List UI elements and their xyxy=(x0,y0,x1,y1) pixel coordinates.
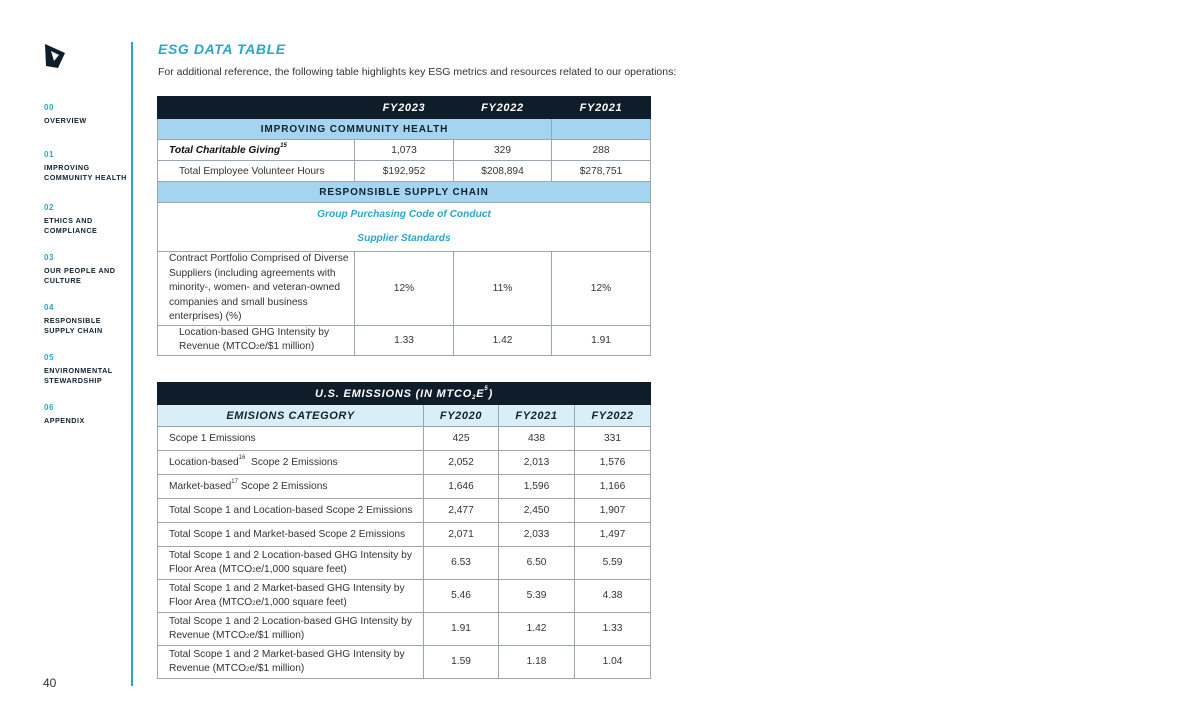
year-header: FY2021 xyxy=(499,405,575,427)
table-row xyxy=(158,499,651,523)
table-cell: 1,646 xyxy=(424,475,499,499)
emissions-title-row xyxy=(158,383,651,405)
subscript: 2 xyxy=(246,667,250,673)
nav-item-ethics-and-compliance[interactable] xyxy=(44,203,129,236)
table-cell: 6.53 xyxy=(424,547,499,580)
table-cell: 2,033 xyxy=(499,523,575,547)
nav-number: 00 xyxy=(44,103,55,112)
row-label xyxy=(158,580,424,613)
nav-item-environmental-stewardship[interactable] xyxy=(44,353,129,386)
table-row xyxy=(158,646,651,679)
label-text: e/1,000 square feet) xyxy=(255,597,347,608)
table-cell: 6.50 xyxy=(499,547,575,580)
nav-item-improving-community-health[interactable] xyxy=(44,150,129,183)
table-cell: 1.42 xyxy=(499,613,575,646)
table-cell: 1.91 xyxy=(424,613,499,646)
section-heading-community-health: IMPROVING COMMUNITY HEALTH xyxy=(158,119,552,140)
label-text: Revenue (MTCO xyxy=(169,630,246,641)
table-cell: 1.33 xyxy=(575,613,651,646)
table-cell: 2,450 xyxy=(499,499,575,523)
subscript: 2 xyxy=(472,394,477,401)
category-header: EMISIONS CATEGORY xyxy=(158,405,424,427)
heading-text: U.S. EMISSIONS (IN MTCO xyxy=(315,387,473,400)
year-header: FY2021 xyxy=(552,97,651,119)
nav-label: IMPROVING COMMUNITY HEALTH xyxy=(44,163,127,182)
year-header: FY2022 xyxy=(454,97,552,119)
row-label: Contract Portfolio Comprised of Diverse Suppliers (including agreements with minority-, women- and veteran-owned companies and small business enterprises) (%) xyxy=(158,252,355,326)
section-heading-supply-chain: RESPONSIBLE SUPPLY CHAIN xyxy=(158,182,651,203)
table-cell: 5.46 xyxy=(424,580,499,613)
nav-label: ETHICS AND COMPLIANCE xyxy=(44,216,98,235)
table-cell: 11% xyxy=(454,252,552,326)
label-line: Total Scope 1 and 2 Market-based GHG Intensity by xyxy=(169,649,405,660)
emissions-heading xyxy=(158,383,651,405)
us-emissions-table xyxy=(157,382,651,679)
label-line: Total Scope 1 and 2 Market-based GHG Intensity by xyxy=(169,583,405,594)
table-cell: 2,071 xyxy=(424,523,499,547)
table-cell: 1.59 xyxy=(424,646,499,679)
nav-label: ENVIRONMENTAL STEWARDSHIP xyxy=(44,366,113,385)
table-cell: 5.39 xyxy=(499,580,575,613)
row-label xyxy=(158,325,355,355)
year-header: FY2020 xyxy=(424,405,499,427)
row-label: Total Employee Volunteer Hours xyxy=(158,161,355,182)
label-text: e/1,000 square feet) xyxy=(255,564,347,575)
row-label xyxy=(158,451,424,475)
label-text: e/$1 million) xyxy=(249,663,305,674)
table-cell: 1,073 xyxy=(355,140,454,161)
table-row xyxy=(158,580,651,613)
table-row xyxy=(158,252,651,326)
table-cell: 1.91 xyxy=(552,325,651,355)
table-cell: 1,907 xyxy=(575,499,651,523)
row-label xyxy=(158,475,424,499)
table-row xyxy=(158,140,651,161)
label-line xyxy=(169,563,423,577)
supplier-standards-link[interactable]: Supplier Standards xyxy=(357,233,451,244)
table-cell: 2,477 xyxy=(424,499,499,523)
footnote-ref[interactable]: 16 xyxy=(238,455,246,461)
links-cell xyxy=(158,203,651,252)
table-cell: $278,751 xyxy=(552,161,651,182)
links-row xyxy=(158,203,651,252)
table-header-row xyxy=(158,97,651,119)
table-cell: 329 xyxy=(454,140,552,161)
nav-label: OVERVIEW xyxy=(44,116,87,125)
label-text: Location-based GHG Intensity by Revenue (MTCO xyxy=(179,326,330,352)
nav-number: 04 xyxy=(44,303,55,312)
nav-number: 05 xyxy=(44,353,55,362)
table-cell: 1.18 xyxy=(499,646,575,679)
row-label xyxy=(158,547,424,580)
emissions-header-row xyxy=(158,405,651,427)
footnote-ref[interactable]: 17 xyxy=(231,479,238,485)
row-label xyxy=(158,613,424,646)
label-text: e/$1 million) xyxy=(249,630,305,641)
giving-label: Total Charitable Giving xyxy=(169,144,281,156)
table-cell: 5.59 xyxy=(575,547,651,580)
page-title: ESG DATA TABLE xyxy=(158,41,286,57)
table-row xyxy=(158,613,651,646)
table-cell: 2,052 xyxy=(424,451,499,475)
label-line xyxy=(169,662,423,676)
table-cell: 425 xyxy=(424,427,499,451)
label-line: Total Scope 1 and 2 Location-based GHG Intensity by xyxy=(169,616,412,627)
table-row xyxy=(158,325,651,355)
label-text: Scope 2 Emissions xyxy=(245,457,338,468)
nav-item-overview[interactable] xyxy=(44,103,129,126)
heading-text: E xyxy=(476,387,485,400)
header-blank xyxy=(158,97,355,119)
subscript: 2 xyxy=(256,345,260,351)
label-text: Market-based xyxy=(169,481,232,492)
table-row xyxy=(158,427,651,451)
table-cell: 1.04 xyxy=(575,646,651,679)
table-cell: 438 xyxy=(499,427,575,451)
nav-number: 06 xyxy=(44,403,55,412)
table-cell: 12% xyxy=(355,252,454,326)
label-line xyxy=(169,629,423,643)
year-header: FY2022 xyxy=(575,405,651,427)
nav-number: 03 xyxy=(44,253,55,262)
label-text: e/$1 million) xyxy=(259,341,315,352)
table-cell: 1,166 xyxy=(575,475,651,499)
section-row xyxy=(158,119,651,140)
table-cell: 1,596 xyxy=(499,475,575,499)
table-cell: 1.42 xyxy=(454,325,552,355)
label-text: Floor Area (MTCO xyxy=(169,564,253,575)
table-cell: 1.33 xyxy=(355,325,454,355)
vertical-divider xyxy=(131,42,133,686)
footnote-ref[interactable]: 5 xyxy=(484,385,489,392)
year-header: FY2023 xyxy=(355,97,454,119)
page-number: 40 xyxy=(43,676,57,690)
nav-number: 02 xyxy=(44,203,55,212)
section-blank-cell xyxy=(552,119,651,140)
label-text: Revenue (MTCO xyxy=(169,663,246,674)
intro-text: For additional reference, the following table highlights key ESG metrics and resources related to our operations: xyxy=(158,66,677,78)
label-line: Total Scope 1 and 2 Location-based GHG Intensity by xyxy=(169,550,412,561)
table-row xyxy=(158,161,651,182)
row-label xyxy=(158,140,355,161)
heading-text: ) xyxy=(488,387,494,400)
row-label: Total Scope 1 and Market-based Scope 2 Emissions xyxy=(158,523,424,547)
table-cell: 4.38 xyxy=(575,580,651,613)
footnote-ref[interactable]: 15 xyxy=(280,142,287,149)
table-row xyxy=(158,475,651,499)
nav-item-responsible-supply-chain[interactable] xyxy=(44,303,129,336)
label-text: Floor Area (MTCO xyxy=(169,597,253,608)
table-row xyxy=(158,523,651,547)
label-text: Location-based xyxy=(169,457,239,468)
label-line xyxy=(169,596,423,610)
table-cell: $208,894 xyxy=(454,161,552,182)
table-cell: 331 xyxy=(575,427,651,451)
nav-item-our-people-and-culture[interactable] xyxy=(44,253,129,286)
nav-item-appendix[interactable] xyxy=(44,403,129,426)
subscript: 2 xyxy=(252,601,256,607)
company-logo xyxy=(42,42,68,70)
table-row xyxy=(158,547,651,580)
subscript: 2 xyxy=(246,634,250,640)
table-cell: 1,576 xyxy=(575,451,651,475)
table-cell: 288 xyxy=(552,140,651,161)
table-cell: 1,497 xyxy=(575,523,651,547)
nav-label: RESPONSIBLE SUPPLY CHAIN xyxy=(44,316,103,335)
nav-label: OUR PEOPLE AND CULTURE xyxy=(44,266,116,285)
table-row xyxy=(158,451,651,475)
table-cell: $192,952 xyxy=(355,161,454,182)
esg-data-table xyxy=(157,96,651,356)
row-label: Scope 1 Emissions xyxy=(158,427,424,451)
subscript: 2 xyxy=(252,568,256,574)
label-text: Scope 2 Emissions xyxy=(237,481,328,492)
table-cell: 12% xyxy=(552,252,651,326)
row-label: Total Scope 1 and Location-based Scope 2 Emissions xyxy=(158,499,424,523)
row-label xyxy=(158,646,424,679)
code-of-conduct-link[interactable]: Group Purchasing Code of Conduct xyxy=(317,209,491,220)
nav-label: APPENDIX xyxy=(44,416,85,425)
section-row xyxy=(158,182,651,203)
table-cell: 2,013 xyxy=(499,451,575,475)
nav-number: 01 xyxy=(44,150,55,159)
